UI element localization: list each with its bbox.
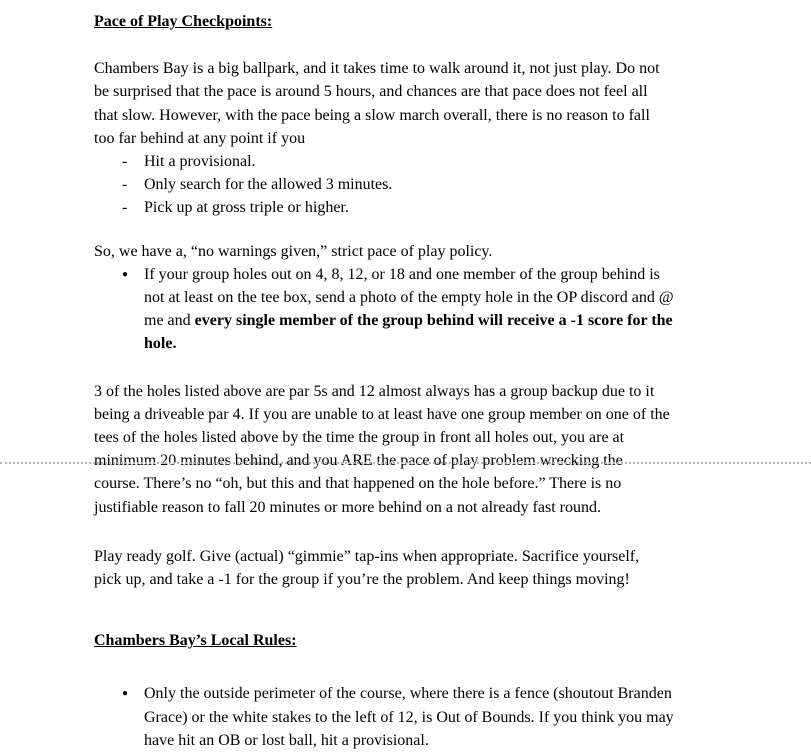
bullet-item-continuation	[94, 729, 751, 752]
dash-list-item	[94, 196, 751, 219]
text-run-normal: me and	[144, 312, 195, 330]
list-item-text: Grace) or the white stakes to the left of 12, is Out of Bounds. If you think you may	[144, 708, 674, 726]
bullet-list-pace-policy	[94, 263, 751, 356]
dash-list-item	[94, 150, 751, 173]
bullet-item-continuation	[94, 309, 751, 332]
heading-local-rules: Chambers Bay’s Local Rules:	[94, 632, 297, 650]
bullet-item-continuation	[94, 332, 751, 355]
paragraph-ready-golf	[94, 545, 751, 591]
list-item-text: Only the outside perimeter of the course, where there is a fence (shoutout Branden	[144, 685, 672, 703]
list-item-text	[144, 309, 673, 332]
text-line: justifiable reason to fall 20 minutes or more behind on a not already fast round.	[94, 498, 601, 516]
list-item-text: not at least on the tee box, send a photo of the empty hole in the OP discord and @	[144, 289, 674, 307]
indent-spacer	[122, 286, 144, 309]
list-item-text: Only search for the allowed 3 minutes.	[144, 176, 393, 194]
paragraph-intro	[94, 57, 751, 150]
round-bullet-icon: ●	[122, 688, 129, 700]
dash-list-item	[94, 173, 751, 196]
bullet-item-continuation	[94, 706, 751, 729]
list-item-text: have hit an OB or lost ball, hit a provisional.	[144, 731, 429, 749]
list-item-text: If your group holes out on 4, 8, 12, or 18 and one member of the group behind is	[144, 265, 660, 283]
round-bullet-icon: ●	[122, 268, 129, 280]
text-line: 3 of the holes listed above are par 5s and 12 almost always has a group backup due to it	[94, 382, 655, 400]
bullet-list-item	[94, 263, 751, 286]
dash-list	[94, 150, 751, 220]
text-line: Play ready golf. Give (actual) “gimmie” tap-ins when appropriate. Sacrifice yourself,	[94, 547, 640, 565]
text-line: being a driveable par 4. If you are unable to at least have one group member on one of the	[94, 405, 670, 423]
bullet-list-item	[94, 682, 751, 705]
indent-spacer	[122, 332, 144, 355]
paragraph-policy: So, we have a, “no warnings given,” strict pace of play policy.	[94, 242, 493, 260]
text-line: too far behind at any point if you	[94, 129, 306, 147]
indent-spacer	[122, 706, 144, 729]
indent-spacer	[122, 729, 144, 752]
text-line: pick up, and take a -1 for the group if you’re the problem. And keep things moving!	[94, 571, 630, 589]
dash-bullet-icon: -	[122, 176, 128, 194]
list-item-text: Hit a provisional.	[144, 153, 256, 171]
paragraph-holes-detail	[94, 380, 751, 519]
text-run-bold: hole.	[144, 335, 177, 353]
text-line: Chambers Bay is a big ballpark, and it takes time to walk around it, not just play. Do not	[94, 60, 660, 78]
heading-pace-of-play: Pace of Play Checkpoints:	[94, 13, 273, 30]
list-item-text: Pick up at gross triple or higher.	[144, 199, 349, 217]
text-line: tees of the holes listed above by the time the group in front all holes out, you are at	[94, 429, 625, 447]
text-line: course. There’s no “oh, but this and that happened on the hole before.” There is no	[94, 475, 622, 493]
dash-bullet-icon: -	[122, 153, 128, 171]
text-line: minimum 20 minutes behind, and you ARE the pace of play problem wrecking the	[94, 452, 623, 470]
page-break-divider	[0, 462, 811, 464]
text-line: be surprised that the pace is around 5 hours, and chances are that pace does not feel all	[94, 83, 648, 101]
text-run-bold: every single member of the group behind will receive a -1 score for the	[194, 312, 673, 330]
indent-spacer	[122, 309, 144, 332]
text-line: that slow. However, with the pace being a slow march overall, there is no reason to fall	[94, 106, 650, 124]
bullet-item-continuation	[94, 286, 751, 309]
bullet-list-local-rules	[94, 682, 751, 752]
dash-bullet-icon: -	[122, 199, 128, 217]
